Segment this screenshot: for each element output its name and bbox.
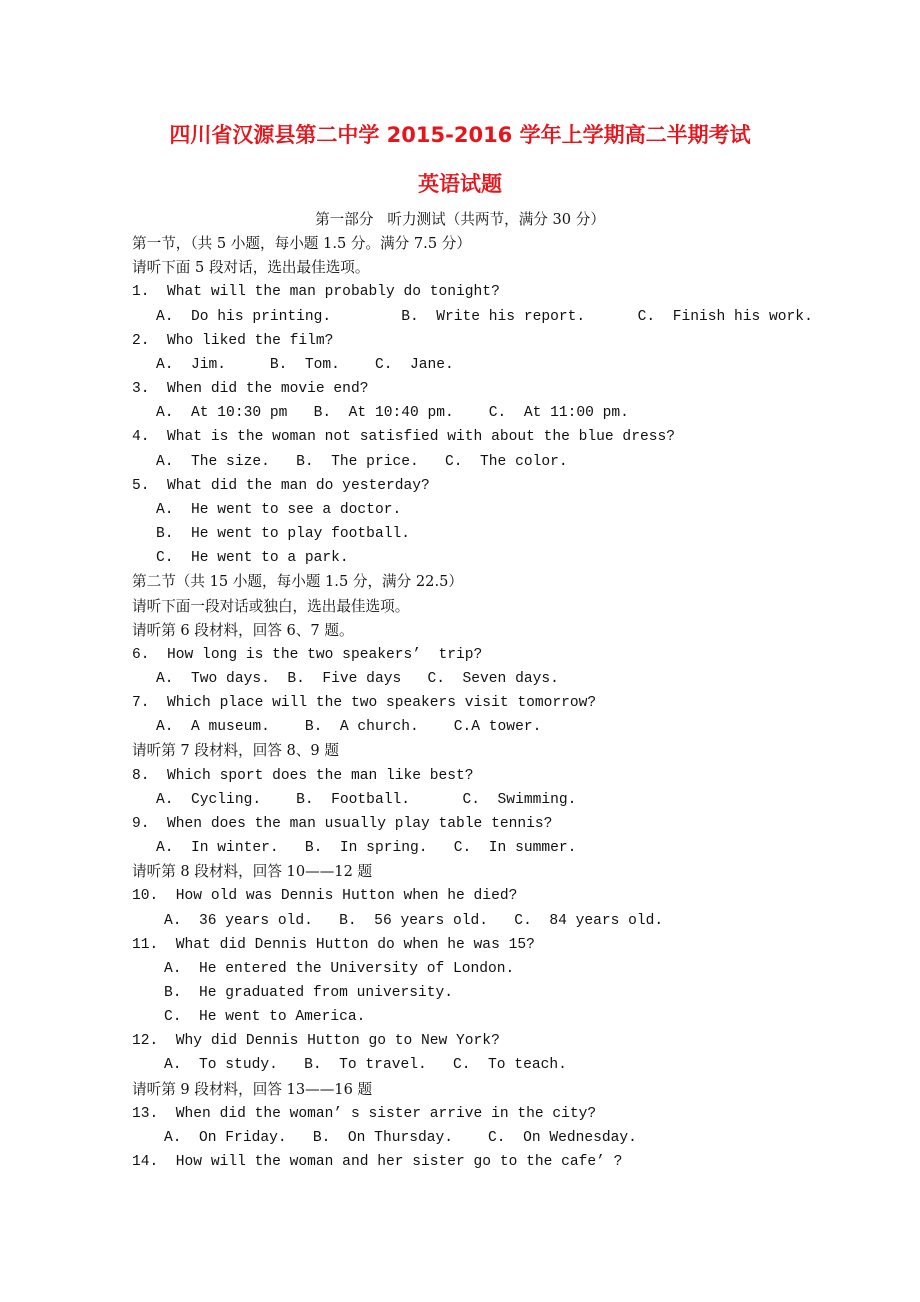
exam-line: 10. How old was Dennis Hutton when he died? bbox=[132, 888, 518, 905]
exam-line: 9. When does the man usually play table tennis? bbox=[132, 815, 553, 832]
exam-line: A. A museum. B. A church. C.A tower. bbox=[156, 719, 542, 736]
exam-line: 第一节，（共 5 小题，每小题 1.5 分。满分 7.5 分） bbox=[132, 235, 471, 253]
exam-line: 6. How long is the two speakers’ trip? bbox=[132, 646, 483, 663]
exam-line: 请听第 8 段材料，回答 10——12 题 bbox=[132, 863, 373, 881]
exam-line: A. He entered the University of London. bbox=[164, 960, 515, 977]
exam-line: 5. What did the man do yesterday? bbox=[132, 477, 430, 494]
exam-line: B. He went to play football. bbox=[156, 526, 410, 543]
exam-line: 第一部分 听力测试（共两节，满分 30 分） bbox=[315, 211, 605, 228]
exam-line: A. 36 years old. B. 56 years old. C. 84 years old. bbox=[164, 912, 664, 929]
exam-line: A. Cycling. B. Football. C. Swimming. bbox=[156, 791, 577, 808]
exam-line: A. He went to see a doctor. bbox=[156, 501, 402, 518]
exam-line: 请听第 7 段材料，回答 8、9 题 bbox=[132, 742, 339, 760]
exam-line: 2. Who liked the film? bbox=[132, 332, 334, 349]
exam-line: 13. When did the woman’ s sister arrive in the city? bbox=[132, 1105, 597, 1122]
exam-line: A. On Friday. B. On Thursday. C. On Wednesday. bbox=[164, 1129, 637, 1146]
exam-line: 8. Which sport does the man like best? bbox=[132, 767, 474, 784]
exam-line: A. Jim. B. Tom. C. Jane. bbox=[156, 356, 454, 373]
exam-line: C. He went to a park. bbox=[156, 550, 349, 567]
exam-line: A. To study. B. To travel. C. To teach. bbox=[164, 1057, 567, 1074]
page-title: 四川省汉源县第二中学 2015-2016 学年上学期高二半期考试 bbox=[169, 123, 751, 147]
exam-line: 请听下面一段对话或独白，选出最佳选项。 bbox=[132, 597, 410, 615]
exam-line: A. The size. B. The price. C. The color. bbox=[156, 453, 568, 470]
exam-line: B. He graduated from university. bbox=[164, 985, 454, 1001]
exam-line: 请听第 9 段材料，回答 13——16 题 bbox=[132, 1080, 373, 1098]
exam-line: 7. Which place will the two speakers visit tomorrow? bbox=[132, 695, 597, 712]
exam-line: 4. What is the woman not satisfied with about the blue dress? bbox=[132, 429, 675, 446]
exam-line: A. Do his printing. B. Write his report. C. Finish his work. bbox=[156, 308, 813, 325]
exam-line: A. Two days. B. Five days C. Seven days. bbox=[156, 670, 559, 687]
exam-body bbox=[0, 208, 920, 1174]
exam-line: 第二节（共 15 小题，每小题 1.5 分，满分 22.5） bbox=[132, 573, 463, 591]
exam-line: 请听下面 5 段对话，选出最佳选项。 bbox=[132, 259, 370, 277]
exam-line: 请听第 6 段材料，回答 6、7 题。 bbox=[132, 621, 354, 639]
exam-line: 12. Why did Dennis Hutton go to New York? bbox=[132, 1033, 500, 1050]
exam-line: 1. What will the man probably do tonight? bbox=[132, 284, 500, 301]
exam-line: 11. What did Dennis Hutton do when he was 15? bbox=[132, 936, 535, 953]
page-subtitle: 英语试题 bbox=[418, 172, 502, 196]
exam-line: 3. When did the movie end? bbox=[132, 381, 369, 398]
exam-line: 14. How will the woman and her sister go to the cafe’ ? bbox=[132, 1154, 623, 1171]
exam-line: C. He went to America. bbox=[164, 1009, 366, 1026]
exam-line: A. In winter. B. In spring. C. In summer. bbox=[156, 840, 577, 857]
exam-line: A. At 10:30 pm B. At 10:40 pm. C. At 11:00 pm. bbox=[156, 405, 629, 422]
